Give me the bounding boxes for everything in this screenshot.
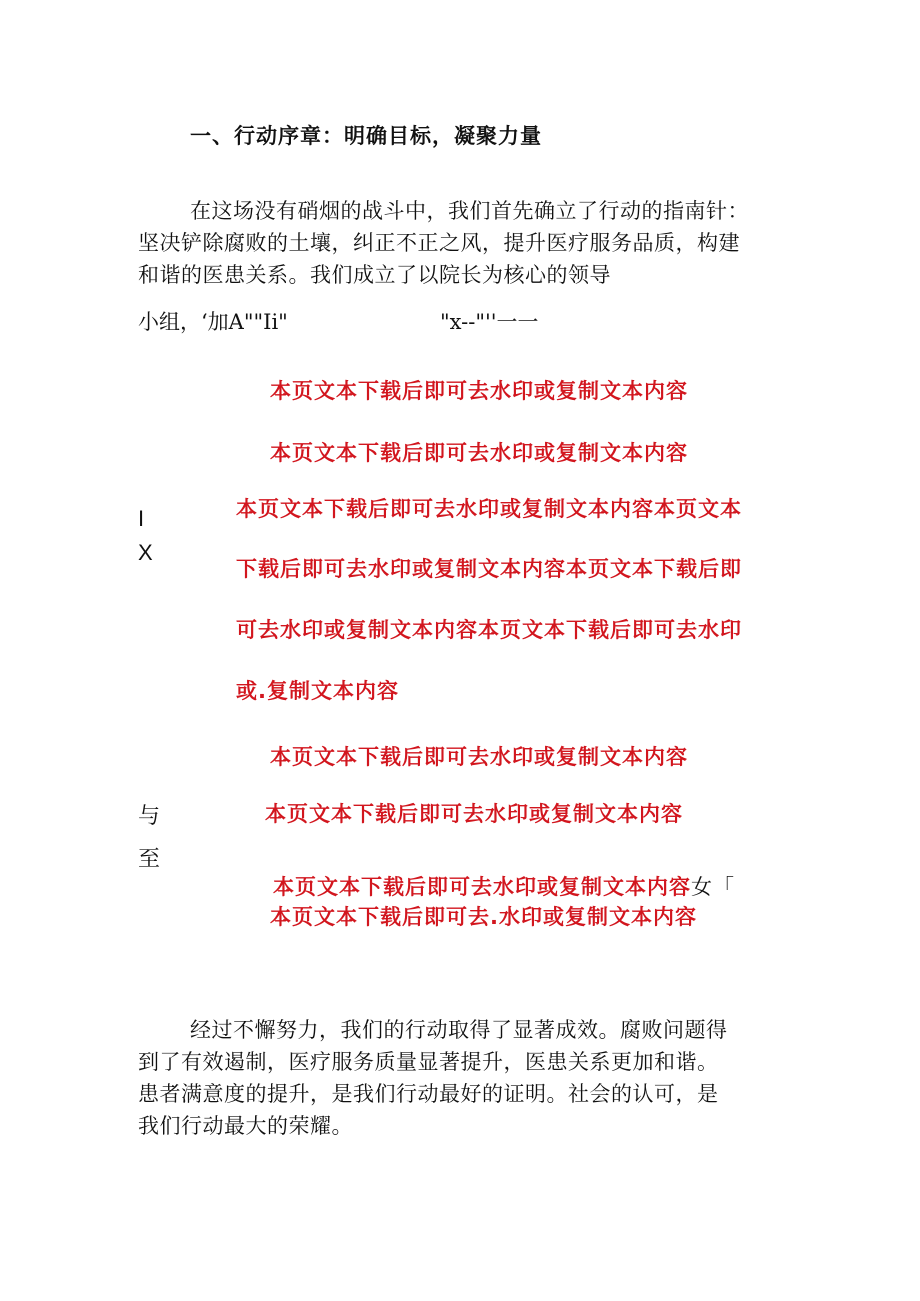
- watermark-line: 本页文本下载后即可去水印或复制文本内容: [270, 441, 688, 465]
- watermark-text: 本页文本下载后即可去水印或复制文本内容: [273, 875, 691, 899]
- watermark-block-line: 本页文本下载后即可去水印或复制文本内容本页文本: [236, 497, 742, 521]
- paragraph-line: 患者满意度的提升，是我们行动最好的证明。社会的认可，是: [138, 1082, 719, 1106]
- garbled-text-right: "x--"''一一: [440, 310, 539, 334]
- watermark-block-line: 可去水印或复制文本内容本页文本下载后即可去水印: [236, 618, 742, 642]
- watermark-line: 本页文本下载后即可去水印或复制文本内容: [265, 802, 683, 826]
- conclusion-paragraph: [138, 1014, 798, 1142]
- paragraph-line: 经过不懈努力，我们的行动取得了显著成效。腐败问题得: [190, 1018, 728, 1042]
- watermark-block-line: 下载后即可去水印或复制文本内容本页文本下载后即: [236, 557, 742, 581]
- watermark-line: 本页文本下载后即可去.水印或复制文本内容: [270, 905, 697, 929]
- watermark-block-line: 或.复制文本内容: [236, 679, 399, 703]
- section-heading: 一、行动序章：明确目标，凝聚力量: [190, 124, 542, 148]
- paragraph-line: 在这场没有硝烟的战斗中，我们首先确立了行动的指南针：: [190, 199, 749, 223]
- watermark-line: 本页文本下载后即可去水印或复制文本内容: [270, 379, 688, 403]
- paragraph-line: 到了有效遏制，医疗服务质量显著提升，医患关系更加和谐。: [138, 1050, 719, 1074]
- watermark-suffix: 女「: [691, 875, 735, 899]
- side-mark-i: I: [138, 506, 145, 531]
- side-mark-yu: 与: [138, 803, 161, 828]
- intro-paragraph: [138, 195, 798, 291]
- paragraph-line: 我们行动最大的荣耀。: [138, 1114, 353, 1138]
- side-mark-zhi: 至: [138, 846, 161, 871]
- paragraph-line: 和谐的医患关系。我们成立了以院长为核心的领导: [138, 263, 611, 287]
- garbled-line: [138, 306, 539, 336]
- paragraph-line: 坚决铲除腐败的土壤，纠正不正之风，提升医疗服务品质，构建: [138, 231, 740, 255]
- side-mark-x: X: [138, 540, 153, 565]
- garbled-text-left: 小组，‘加A""Ii": [138, 310, 288, 334]
- watermark-line: 本页文本下载后即可去水印或复制文本内容: [270, 745, 688, 769]
- watermark-line-with-suffix: [273, 871, 735, 901]
